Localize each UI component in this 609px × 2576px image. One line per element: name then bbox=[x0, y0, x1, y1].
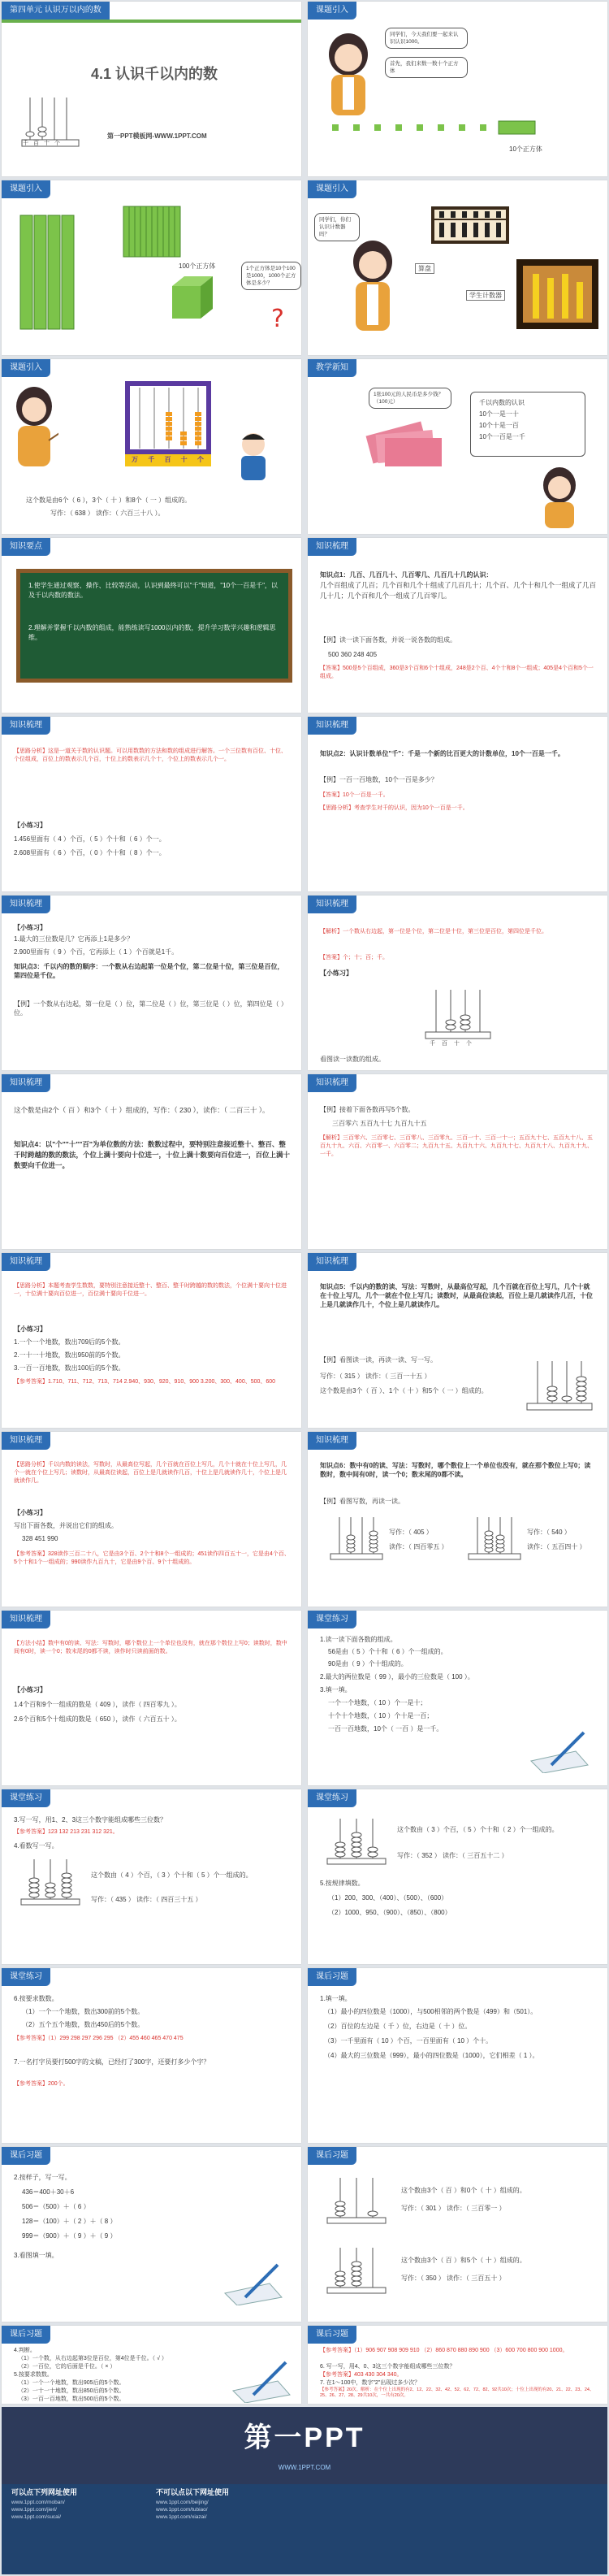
brand-text: 第一PPT模板网-WWW.1PPT.COM bbox=[107, 132, 207, 140]
svg-text:?: ? bbox=[271, 305, 284, 333]
example: 【例】接着下面各数再写5个数。 bbox=[320, 1106, 415, 1113]
compose-line: 这个数是由3个（ 百 ）、1个（ 十 ）和5个（ 一 ）组成的。 bbox=[320, 1387, 488, 1394]
exercise-line-3: 一个一个地数，（ 10 ）个一是十； bbox=[328, 1699, 427, 1706]
abacus-label: 千 百 十 个 bbox=[23, 141, 62, 146]
example-numbers: 三百零六 五百九十七 九百九十五 bbox=[332, 1120, 427, 1127]
slide-17[interactable] bbox=[2, 1432, 301, 1607]
slide-tag: 课后习题 bbox=[308, 2326, 356, 2344]
practice-q2: 2.900里面有（ 9 ）个百，它再添上（ 1 ）个百就是1千。 bbox=[14, 948, 179, 956]
slide-5[interactable] bbox=[2, 359, 301, 534]
speech-bubble: 同学们，你们认识计数器吗？ bbox=[314, 213, 360, 241]
read-line-2: 读作：（ 五百四十 ） bbox=[527, 1543, 586, 1550]
practice-title: 【小练习】 bbox=[14, 1686, 46, 1693]
footer-column-1 bbox=[11, 2488, 77, 2521]
footer-links-panel bbox=[2, 2484, 607, 2574]
answer: 【答案】500是5个百组成，360是3个百和6个十组成，248是2个百、4个十和8个一组成；405是4个百和5个一组成。 bbox=[320, 666, 594, 679]
pen-paper-icon bbox=[221, 2261, 286, 2305]
answer: 【参考答案】328读作三百二十八，它是由3个百、2个十和8个一组成的；451读作四百五十一，它是由4个百、5个十和1个一组成的；990读作九百九十，它是由9个百、9个十组成的。 bbox=[14, 1551, 290, 1565]
knowledge-title: 知识点2：认识计数单位"千"：千是一个新的比百更大的计数单位，10个一百是一千。 bbox=[320, 750, 564, 757]
exercise-q2: 7. 在1～100中，数字"2"出现过多少次？ bbox=[320, 2380, 421, 2386]
counter-icon bbox=[515, 258, 600, 331]
abacus-icon bbox=[18, 1854, 83, 1907]
analysis: 【解析】三百零六、三百零七、三百零八、三百零九、三百一十、三百一十一；五百九十七、五百九十八、五百九十九、六百、六百零一、六百零二；九百九十五、九百九十六、九百九十七、九百九十八、九百九十九、一千。 bbox=[320, 1135, 593, 1157]
exercise-line-3: 999＝（900）＋（ 9 ）＋（ 9 ） bbox=[22, 2232, 117, 2240]
exercise-line-4: （4）最大的三位数是（999），最小的四位数是（1000），它们相差（ 1 ）。 bbox=[324, 2052, 539, 2059]
exercise-line-1: 56是由（ 5 ）个十和（ 6 ）个一组成的。 bbox=[328, 1648, 447, 1655]
pen-paper-icon bbox=[229, 2358, 294, 2403]
big-cube-icon bbox=[168, 274, 217, 323]
abacus-label: 万 千 百 十 个 bbox=[132, 456, 208, 463]
slide-tag: 课后习题 bbox=[2, 2326, 50, 2344]
practice-q2: 2.一十一十地数，数出950前的5个数。 bbox=[14, 1351, 125, 1359]
slide-7[interactable] bbox=[2, 538, 301, 713]
slide-26[interactable] bbox=[308, 2147, 607, 2322]
practice-numbers: 328 451 990 bbox=[22, 1535, 58, 1542]
slide-tag: 知识梳理 bbox=[2, 896, 50, 913]
slide-tag: 知识梳理 bbox=[308, 1074, 356, 1092]
exercise-example: 436＝400＋30＋6 bbox=[22, 2188, 75, 2196]
practice-q1: 1.456里面有（ 4 ）个百，（ 5 ）个十和（ 6 ）个一。 bbox=[14, 835, 166, 843]
exercise-line-4: 写作：（ 350 ） 读作：（ 三百五十 ） bbox=[401, 2275, 506, 2282]
footer-link[interactable]: www.1ppt.com/jieri/ bbox=[11, 2507, 57, 2513]
answer-2: 【参考答案】403 430 304 340。 bbox=[320, 2372, 403, 2378]
footer-url[interactable]: WWW.1PPT.COM bbox=[278, 2464, 331, 2471]
slide-18[interactable] bbox=[308, 1432, 607, 1607]
question-line: 这个数是由6个（ 6 ），3个（ 十 ）和8个（ 一 ）组成的。 bbox=[26, 497, 192, 504]
footer-link[interactable]: www.1ppt.com/tubiao/ bbox=[156, 2507, 208, 2513]
teacher-icon bbox=[535, 465, 584, 530]
speech-bubble: 首先，我们来数一数十个正方体 bbox=[385, 57, 468, 78]
slide-tag: 知识梳理 bbox=[308, 1432, 356, 1450]
summary: 【方法小结】数中有0的读、写法：写数时，哪个数位上一个单位也没有，就在那个数位上写0；读数时，数中间有0时，读一个0；数末尾的0都不读，读作时只读前面的数。 bbox=[14, 1641, 287, 1654]
practice-q2: 2.608里面有（ 6 ）个百，（ 0 ）个十和（ 8 ）个一。 bbox=[14, 849, 166, 856]
slide-tag: 教学新知 bbox=[308, 359, 356, 377]
chalk-text: 千以内数的认识 10个一是一十 10个十是一百 10个一百是一千 bbox=[479, 399, 525, 440]
pen-paper-icon bbox=[527, 1728, 592, 1773]
abacus-label: 算盘 bbox=[415, 263, 434, 274]
answer: 【答案】个；十；百；千。 bbox=[320, 955, 388, 961]
slide-tag: 知识梳理 bbox=[308, 1253, 356, 1271]
practice-title: 【小练习】 bbox=[320, 969, 352, 977]
answer: 【参考答案】（1）906 907 908 909 910 （2）860 870 880 890 900 （3）600 700 800 900 1000。 bbox=[320, 2348, 568, 2353]
analysis: 【解析】一个数从右边起，第一位是个位，第二位是十位，第三位是百位，第四位是千位。 bbox=[320, 929, 547, 935]
abacus-icon bbox=[430, 205, 511, 245]
slide-tag: 知识梳理 bbox=[2, 1432, 50, 1450]
exercise-line-5: 一百一百地数，10个（ 一百 ）是一千。 bbox=[328, 1725, 443, 1733]
slide-tag: 知识梳理 bbox=[2, 717, 50, 735]
speech-bubble: 同学们，今天我们要一起来认识认识1000。 bbox=[385, 28, 468, 49]
knowledge-title: 知识点1：几百、几百几十、几百零几、几百几十几的认识： bbox=[320, 571, 493, 579]
chalk-box bbox=[470, 392, 585, 457]
footer-logo: 第一PPT bbox=[244, 2422, 365, 2453]
green-stripe bbox=[2, 20, 301, 23]
slide-9[interactable] bbox=[2, 717, 301, 891]
abacus-icon bbox=[324, 2243, 389, 2296]
exercise-row-1: （1）200、300、（400）、（500）、（600） bbox=[328, 1894, 448, 1902]
exercise-line-1: （1）最小的四位数是（1000），与500相邻的两个数是（499）和（501）。 bbox=[324, 2008, 538, 2015]
practice-q: 看图读一读数的组成。 bbox=[320, 1056, 385, 1063]
analysis: 【思路分析】这是一道关于数的认识题。可以用数数的方法和数的组成进行解答。一个三位数有百位、十位、个位组成，百位上的数表示几个百，十位上的数表示几个十，个位上的数表示几个一。 bbox=[14, 748, 287, 762]
exercise-line-1: 这个数由（ 4 ）个百，（ 3 ）个十和（ 5 ）个一组成的。 bbox=[91, 1871, 253, 1879]
slide-25[interactable] bbox=[2, 2147, 301, 2322]
knowledge-text: 知识点4：以"个""十""百"为单位数的方法：数数过程中，要特别注意接近整十、整百、整千时跨越的数的数法，个位上满十要向十位进一，十位上满十数要向百位进一，百位上满十数要向千位进一。 bbox=[14, 1140, 291, 1169]
slide-13[interactable] bbox=[2, 1074, 301, 1249]
knowledge-text: 几个百组成了几百；几个百和几个十组成了几百几十；几个百、几个十和几个一组成了几百几十几；几个百和几个一组成了几百零几。 bbox=[320, 581, 597, 600]
slide-6[interactable] bbox=[308, 359, 607, 534]
slide-tag: 课堂练习 bbox=[2, 1968, 50, 1986]
exercise-q1: 4.判断。 bbox=[14, 2348, 36, 2353]
exercise-line-2: 90是由（ 9 ）个十组成的。 bbox=[328, 1660, 408, 1667]
exercise-line-2: 128＝（100）＋（ 2 ）＋（ 8 ） bbox=[22, 2218, 117, 2225]
practice-q1: 1.4个百和9个一组成的数是（ 409 ），读作（ 四百零九 ）。 bbox=[14, 1701, 181, 1708]
slide-15[interactable] bbox=[2, 1253, 301, 1428]
practice-q2: 2.6个百和5个十组成的数是（ 650 ），读作（ 六百五十 ）。 bbox=[14, 1715, 181, 1723]
cube-row-icon bbox=[332, 119, 543, 136]
slide-tag: 课后习题 bbox=[308, 2147, 356, 2165]
practice-title: 【小练习】 bbox=[14, 822, 46, 829]
example: 【例】看图写数，再读一读。 bbox=[320, 1498, 404, 1505]
slide-tag: 课后习题 bbox=[2, 2147, 50, 2165]
objective-1: 1.使学生通过观察、操作、比较等活动，认识到最终可以"千"知道，"10个一百是千"，以及千以内数的数法。 bbox=[28, 582, 278, 599]
example-numbers: 500 360 248 405 bbox=[328, 651, 378, 658]
exercise-q1: 1.读一读下面各数的组成。 bbox=[320, 1636, 397, 1643]
teacher-icon bbox=[10, 384, 58, 473]
exercise-row-2: （2）1000、950、（900）、（850）、（800） bbox=[328, 1909, 451, 1916]
speech-bubble: 1张100元的人民币是多少钱？（100元） bbox=[369, 388, 451, 409]
example: 【例】看图读一读，再读一读、写一写。 bbox=[320, 1356, 437, 1364]
slide-22[interactable] bbox=[308, 1789, 607, 1964]
slide-27[interactable] bbox=[2, 2326, 301, 2404]
exercise-line-1: 这个数由3个（ 百 ）和0个（ 十 ）组成的。 bbox=[401, 2187, 526, 2194]
answer-line: 这个数是由2个（ 百 ）和3个（ 十 ）组成的，写作：（ 230 ），读作：（ 二百三十 ）。 bbox=[14, 1106, 270, 1114]
exercise-q2: 2.最大的两位数是（ 99 ），最小的三位数是（ 100 ）。 bbox=[320, 1673, 474, 1680]
exercise-row-1: （1）一个一个地数，数出300前的5个数。 bbox=[22, 2008, 145, 2015]
slide-tag: 课堂练习 bbox=[308, 1789, 356, 1807]
exercise-line-2: 写作：（ 352 ） 读作：（ 三百五十二 ） bbox=[397, 1852, 508, 1859]
slide-tag: 知识梳理 bbox=[308, 717, 356, 735]
footer-link[interactable]: www.1ppt.com/beijing/ bbox=[156, 2500, 209, 2505]
exercise-q2: 4.看数写一写。 bbox=[14, 1842, 58, 1850]
cube-label: 10个正方体 bbox=[509, 145, 542, 153]
write-line: 写作：（ 315 ） 读作：（ 三百一十五 ） bbox=[320, 1373, 431, 1380]
teacher-icon bbox=[320, 30, 377, 119]
exercise-line-1: （1）一个数，从右边起第3位是百位，第4位是千位。（ √ ） bbox=[18, 2356, 167, 2361]
write-line-2: 写作：（ 540 ） bbox=[527, 1529, 571, 1536]
slide-tag: 第四单元 认识万以内的数 bbox=[2, 2, 110, 20]
slide-tag: 课堂练习 bbox=[2, 1789, 50, 1807]
example: 【例】读一读下面各数，并说一说各数的组成。 bbox=[320, 636, 456, 644]
exercise-q2: 3.看图填一填。 bbox=[14, 2252, 58, 2259]
slide-2[interactable] bbox=[308, 2, 607, 176]
answer-3: 【参考答案】20次。解析：在个位上出现的有2、12、22、32、42、52、62、72、82、92共10次；十位上出现的有20、21、22、23、24、25、26、27、28、29共10次，一共有20次。 bbox=[320, 2387, 594, 2398]
speech-bubble: 1个正方体是10个100是1000，1000个正方体是多少？ bbox=[241, 262, 301, 290]
slide-tag: 知识要点 bbox=[2, 538, 50, 556]
slide-tag: 课堂练习 bbox=[308, 1611, 356, 1628]
question-mark-icon bbox=[270, 302, 289, 335]
knowledge-text: 知识点5：千以内的数的读、写法：写数时，从最高位写起，几个百就在百位上写几，几个十就在十位上写几，几个一就在个位上写几；读数时，从最高位读起，百位上是几就读作几百，十位上是几就读作几十，个位上是几就读作几。 bbox=[320, 1283, 593, 1308]
practice-title: 【小练习】 bbox=[14, 1325, 46, 1333]
slide-19[interactable] bbox=[2, 1611, 301, 1785]
exercise-q2: 5.按要求数数。 bbox=[14, 2372, 53, 2378]
slide-28[interactable] bbox=[308, 2326, 607, 2404]
exercise-line-4: 十个十个地数，（ 10 ）个十是一百； bbox=[328, 1712, 434, 1720]
slide-3[interactable] bbox=[2, 180, 301, 355]
slide-tag: 课题引入 bbox=[308, 2, 356, 20]
analysis: 【思路分析】本题考查学生数数，要特别注意接近整十、整百、整千时跨越的数的数法，个位满十要向十位进一，十位满十要向百位进一，百位满十要向千位进一。 bbox=[14, 1283, 287, 1297]
abacus-icon bbox=[523, 1355, 596, 1412]
read-line-1: 读作：（ 四百零五 ） bbox=[389, 1543, 448, 1550]
slide-tag: 知识梳理 bbox=[308, 538, 356, 556]
slide-tag: 知识梳理 bbox=[2, 1253, 50, 1271]
footer-column-title: 可以点下列网址使用 bbox=[11, 2488, 78, 2496]
slide-title: 4.1 认识千以内的数 bbox=[91, 66, 218, 82]
exercise-row-2: （2）五个五个地数，数出450后的5个数。 bbox=[22, 2021, 145, 2028]
footer-link[interactable]: www.1ppt.com/xiazai/ bbox=[156, 2514, 207, 2520]
analysis: 【思路分析】千以内数的读法，写数时，从最高位写起，几个百就在百位上写几，几个十就在十位上写几，几个一就在个位上写几；读数时，从最高位读起，百位上是几就读作几百，十位上是几就读作几十，个位上是几就读作几。 bbox=[14, 1462, 287, 1484]
cube-label: 100个正方体 bbox=[179, 262, 216, 270]
slide-14[interactable] bbox=[308, 1074, 607, 1249]
exercise-row-1: （1）一个一个地数，数出905后的5个数。 bbox=[18, 2380, 125, 2386]
slide-12[interactable] bbox=[308, 896, 607, 1070]
exercise-line-2: 写作：（ 435 ） 读作：（ 四百三十五 ） bbox=[91, 1896, 202, 1903]
slide-tag: 课题引入 bbox=[308, 180, 356, 198]
analysis: 【思路分析】考查学生对千的认识，因为10个一百是一千。 bbox=[320, 805, 469, 811]
exercise-q1: 3.写一写，用1、2、3这三个数字能组成哪些三位数？ bbox=[14, 1816, 167, 1824]
slide-11[interactable] bbox=[2, 896, 301, 1070]
slide-tag: 知识梳理 bbox=[2, 1611, 50, 1628]
practice-q3: 3.一百一百地数，数出100后的5个数。 bbox=[14, 1364, 125, 1372]
exercise-q1: 1.填一填。 bbox=[320, 1995, 352, 2002]
footer-link[interactable]: www.1ppt.com/moban/ bbox=[11, 2500, 65, 2505]
blackboard bbox=[16, 569, 292, 683]
exercise-line-1: 506＝（500）＋（ 6 ） bbox=[22, 2203, 90, 2210]
answer: 【参考答案】（1）299 298 297 296 295 （2）455 460 465 470 475 bbox=[14, 2036, 184, 2041]
slide-21[interactable] bbox=[2, 1789, 301, 1964]
slide-tag: 课题引入 bbox=[2, 359, 50, 377]
slide-tag: 课题引入 bbox=[2, 180, 50, 198]
counter-label: 学生计数器 bbox=[466, 290, 505, 301]
exercise-line-3: 这个数由3个（ 百 ）和5个（ 十 ）组成的。 bbox=[401, 2257, 526, 2264]
cube-stack-icon bbox=[16, 211, 81, 341]
write-line-1: 写作：（ 405 ） bbox=[389, 1529, 433, 1536]
slide-10[interactable] bbox=[308, 717, 607, 891]
exercise-line-2: （2）百位的左边是（ 千 ）位，右边是（ 十 ）位。 bbox=[324, 2023, 472, 2030]
answer: 【答案】10个一百是一千。 bbox=[320, 792, 389, 798]
knowledge-text: 知识点6：数中有0的读、写法：写数时，哪个数位上一个单位也没有，就在那个数位上写0；读数时，数中间有0时，读一个0；数末尾的0都不读。 bbox=[320, 1462, 591, 1478]
exercise-q: 6.按要求数数。 bbox=[14, 1995, 58, 2002]
boy-icon bbox=[233, 428, 274, 485]
exercise-row-3: （3）一百一百地数，数出500后的5个数。 bbox=[18, 2396, 125, 2402]
exercise-line-2: （2）一百位，它的后面是千位。（ × ） bbox=[18, 2364, 116, 2370]
cube-grid-icon bbox=[79, 205, 201, 262]
exercise-row-2: （2）一十一十地数，数出850后的5个数。 bbox=[18, 2388, 125, 2394]
exercise-line-2: 写作：（ 301 ） 读作：（ 三百零一 ） bbox=[401, 2205, 506, 2212]
slide-tag: 知识梳理 bbox=[308, 896, 356, 913]
footer-column-2 bbox=[156, 2488, 229, 2521]
exercise-line-3: （3）一千里面有（ 10 ）个百，一百里面有（ 10 ）个十。 bbox=[324, 2037, 493, 2045]
abacus-icon bbox=[324, 2173, 389, 2226]
exercise-q: 5.按规律填数。 bbox=[320, 1880, 365, 1887]
slide-23[interactable] bbox=[2, 1968, 301, 2143]
slide-tag: 课后习题 bbox=[308, 1968, 356, 1986]
example: 【例】一百一百地数，10个一百是多少？ bbox=[320, 776, 438, 783]
answer: 【参考答案】1.710、711、712、713、714 2.940、930、920、910、900 3.200、300、400、500、600 bbox=[14, 1379, 276, 1385]
practice-title: 【小练习】 bbox=[14, 1509, 46, 1516]
practice-q: 写出下面各数，并说出它们的组成。 bbox=[14, 1522, 118, 1529]
practice-title: 【小练习】 bbox=[14, 924, 46, 931]
teacher-icon bbox=[344, 237, 401, 343]
answer-line: 写作：（ 638 ） 读作：（ 六百三十八 ）。 bbox=[50, 510, 165, 517]
footer-link[interactable]: www.1ppt.com/sucai/ bbox=[11, 2514, 62, 2520]
footer bbox=[2, 2407, 607, 2574]
practice-q1: 1.一个一个地数，数出709后的5个数。 bbox=[14, 1338, 125, 1346]
abacus-icon bbox=[421, 983, 495, 1040]
exercise-q: 2.按样子，写一写。 bbox=[14, 2174, 71, 2181]
knowledge-title: 知识点3：千以内的数的顺序：一个数从右边起第一位是个位，第二位是十位，第三位是百位，第四位是千位。 bbox=[14, 963, 284, 979]
slide-16[interactable] bbox=[308, 1253, 607, 1428]
slide-4[interactable] bbox=[308, 180, 607, 355]
slide-8[interactable] bbox=[308, 538, 607, 713]
example: 【例】一个数从右边起，第一位是（ ）位，第二位是（ ）位，第三位是（ ）位，第四位是（ ）位。 bbox=[14, 1000, 287, 1017]
practice-q1: 1.最大的三位数是几？它再添上1是多少？ bbox=[14, 935, 134, 943]
slide-1[interactable] bbox=[2, 2, 301, 176]
footer-column-title: 不可以点以下网址使用 bbox=[156, 2488, 230, 2496]
abacus-icon bbox=[466, 1513, 523, 1562]
exercise-q2: 7.一名打字员要打500字的文稿，已经打了300字，还要打多少个字？ bbox=[14, 2058, 210, 2066]
abacus-icon bbox=[324, 1814, 389, 1867]
money-icon bbox=[365, 420, 454, 477]
answer-2: 【参考答案】200个。 bbox=[14, 2081, 69, 2087]
abacus-label: 千 百 十 个 bbox=[430, 1041, 474, 1047]
slide-20[interactable] bbox=[308, 1611, 607, 1785]
exercise-line-1: 这个数由（ 3 ）个百，（ 5 ）个十和（ 2 ）个一组成的。 bbox=[397, 1826, 559, 1833]
slide-24[interactable] bbox=[308, 1968, 607, 2143]
slide-tag: 知识梳理 bbox=[2, 1074, 50, 1092]
objective-2: 2.理解并掌握千以内数的组成，能熟练读写1000以内的数，提升学习数学兴趣和逻辑思维。 bbox=[28, 624, 276, 641]
answer: 【参考答案】123 132 213 231 312 321。 bbox=[14, 1829, 119, 1835]
exercise-q3: 3.填一填。 bbox=[320, 1686, 352, 1693]
exercise-q1: 6. 写一写，用4、0、3这三个数字能组成哪些三位数？ bbox=[320, 2364, 456, 2370]
abacus-icon bbox=[328, 1513, 385, 1562]
